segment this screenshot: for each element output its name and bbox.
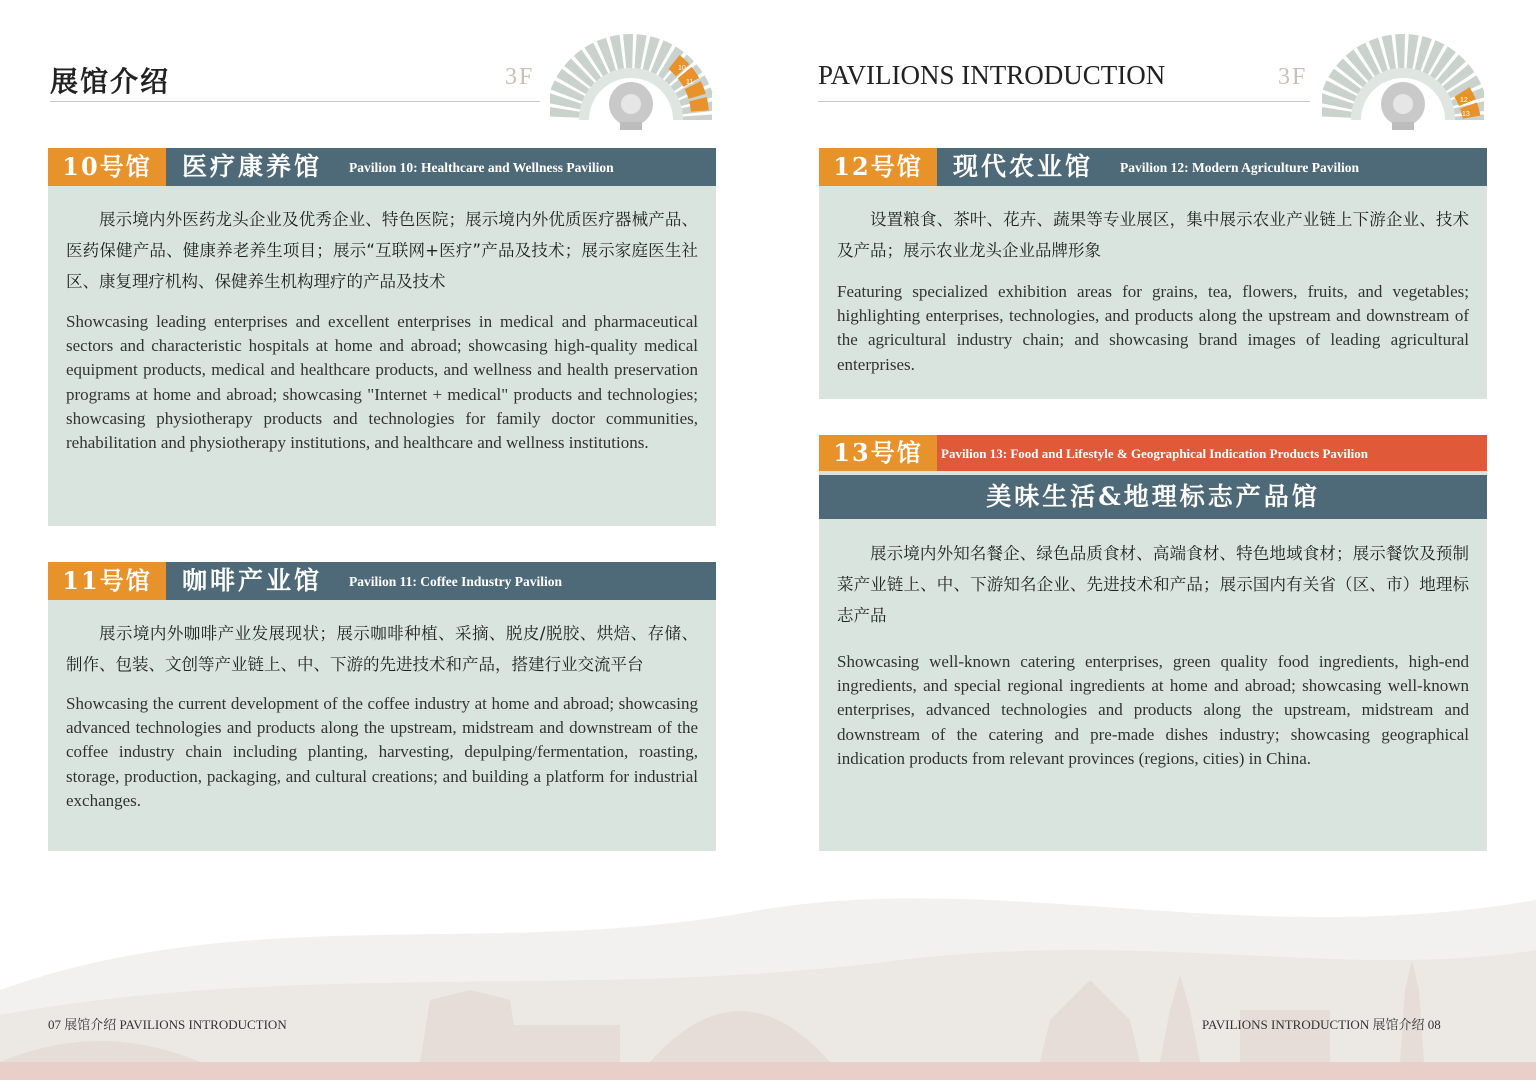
pavilion-desc-en: Featuring specialized exhibition areas for grains, tea, flowers, fruits, and vegetables; highlighting enterprises, technologies, and products along the upstream and downstream of the agricultural industry chain; and showcasing brand images of leading agricultural enterprises.	[837, 282, 1469, 374]
page-footer-left: 07 展馆介绍 PAVILIONS INTRODUCTION	[48, 1017, 287, 1032]
emblem-label-10: 10	[678, 65, 686, 72]
pavilion-card-12	[819, 148, 1487, 399]
page-footer-right: PAVILIONS INTRODUCTION 展馆介绍 08	[1202, 1017, 1441, 1032]
pavilion-header	[48, 562, 716, 600]
pavilion-name-en: Pavilion 13: Food and Lifestyle & Geographical Indication Products Pavilion	[941, 446, 1368, 461]
pavilion-subheader	[819, 475, 1487, 519]
pavilion-header	[819, 435, 1487, 471]
floor-label-left: 3F	[505, 64, 535, 90]
title-divider-right	[818, 101, 1310, 102]
pavilion-desc-en: Showcasing the current development of the coffee industry at home and abroad; showcasing advanced technologies and products along the upstream, midstream and downstream of the coffee industry chain including planting, harvesting, depulping/fermentation, roasting, storage, production, packaging, and cultural creations; and building a platform for industrial exchanges.	[66, 694, 698, 810]
pavilion-name-en: Pavilion 11: Coffee Industry Pavilion	[349, 574, 563, 589]
pavilion-number: 13号馆	[819, 435, 937, 471]
pavilion-number: 11号馆	[48, 562, 166, 600]
pavilion-name-zh: 美味生活&地理标志产品馆	[986, 482, 1320, 511]
pavilion-header	[48, 148, 716, 186]
pavilion-desc-zh: 展示境内外知名餐企、绿色品质食材、高端食材、特色地域食材；展示餐饮及预制菜产业链上、中、下游知名企业、先进技术和产品；展示国内有关省（区、市）地理标志产品	[837, 544, 1469, 625]
pavilion-number: 10号馆	[48, 148, 166, 186]
pavilion-name-zh: 医疗康养馆	[182, 152, 323, 181]
pavilion-card-11	[48, 562, 716, 851]
pavilion-number: 12号馆	[819, 148, 937, 186]
pavilion-desc-zh: 展示境内外医药龙头企业及优秀企业、特色医院；展示境内外优质医疗器械产品、医药保健产品、健康养老养生项目；展示“互联网+医疗”产品及技术；展示家庭医生社区、康复理疗机构、保健养生机构理疗的产品及技术	[66, 210, 698, 291]
pavilion-desc-en: Showcasing leading enterprises and excellent enterprises in medical and pharmaceutical sectors and characteristic hospitals at home and abroad; showcasing high-quality medical equipment products, medical and healthcare products, and wellness and health preservation programs at home and abroad; showcasing "Internet + medical" products and technologies; showcasing physiotherapy products and technologies for family doctor communities, rehabilitation and physiotherapy institutions, and healthcare and wellness institutions.	[66, 312, 698, 453]
emblem-label-11: 11	[686, 79, 694, 86]
title-divider-left	[50, 101, 540, 102]
pavilion-name-zh: 咖啡产业馆	[182, 566, 323, 595]
pavilion-name-en: Pavilion 12: Modern Agriculture Pavilion	[1120, 160, 1359, 175]
emblem-label-13: 13	[1462, 111, 1470, 118]
page-title-right: PAVILIONS INTRODUCTION	[818, 60, 1166, 90]
pavilion-card-10	[48, 148, 716, 526]
page-title-left: 展馆介绍	[50, 65, 171, 98]
pavilion-header	[819, 148, 1487, 186]
pavilion-desc-en: Showcasing well-known catering enterprises, green quality food ingredients, high-end ingredients, and special regional ingredients at home and abroad; showcasing well-known enterprises, advanced technologies and products along the upstream, midstream and downstream of the catering and pre-made dishes industry; showcasing geographical indication products from relevant provinces (regions, cities) in China.	[837, 652, 1469, 768]
floor-label-right: 3F	[1278, 64, 1308, 90]
emblem-label-12: 12	[1460, 97, 1468, 104]
pavilion-name-en: Pavilion 10: Healthcare and Wellness Pavilion	[349, 160, 614, 175]
pavilion-name-zh: 现代农业馆	[953, 152, 1094, 181]
pavilion-card-13	[819, 435, 1487, 851]
venue-floor-map-icon	[550, 22, 712, 132]
venue-floor-map-icon	[1322, 22, 1484, 132]
footer-color-strip	[0, 1062, 1536, 1080]
pavilion-desc-zh: 展示境内外咖啡产业发展现状；展示咖啡种植、采摘、脱皮/脱胶、烘焙、存储、制作、包装、文创等产业链上、中、下游的先进技术和产品，搭建行业交流平台	[66, 624, 698, 674]
pavilion-desc-zh: 设置粮食、茶叶、花卉、蔬果等专业展区，集中展示农业产业链上下游企业、技术及产品；展示农业龙头企业品牌形象	[837, 210, 1469, 260]
